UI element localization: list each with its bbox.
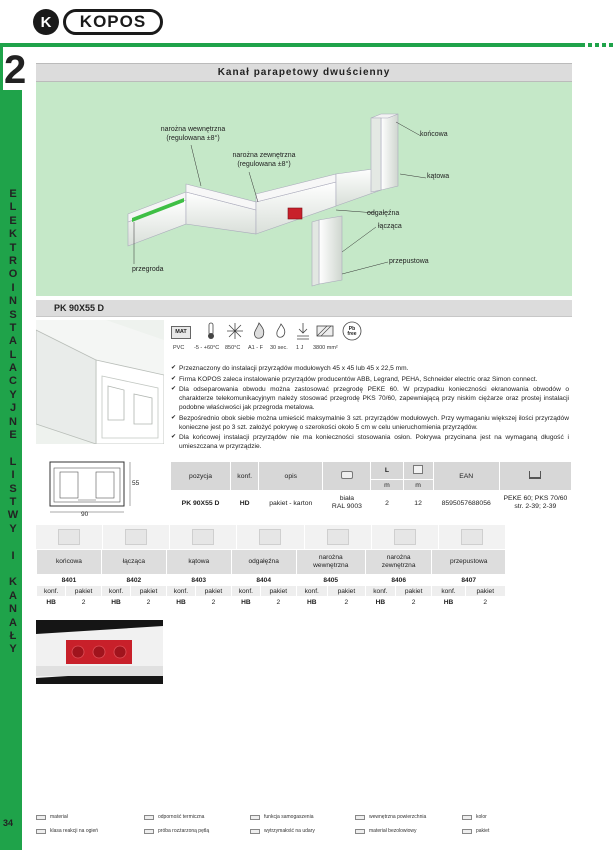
material-icon: MAT [171,326,191,339]
chapter-letter: L [9,455,17,468]
acc-konf: HB [166,597,195,608]
header-green-rule [0,43,585,47]
accessory-name: narożna zewnętrzna [365,550,431,575]
chapter-letter: E [9,214,17,227]
color-icon [341,471,353,479]
accessory-picture [36,525,103,549]
sub-pakiet: pakiet [395,586,432,597]
callout-przegroda: przegroda [132,266,164,273]
acc-pakiet: 2 [327,597,365,608]
chapter-letter: N [9,415,17,428]
section-title-band [36,63,572,82]
unit-length: m [371,480,403,491]
legend-item: wewnętrzna powierzchnia [355,814,426,820]
col-pack [403,462,433,480]
product-code: PK 90X55 D [54,303,105,313]
header-dash [588,43,592,47]
accessory-name: łącząca [101,550,166,575]
callout-katowa: kątowa [427,173,450,180]
chapter-letter: C [9,375,17,388]
sub-konf: konf. [432,586,465,597]
cross-section-icon [316,322,334,340]
callout-przepustowa: przepustowa [389,258,429,265]
feature-item: ✔ Firma KOPOS zaleca instalowanie przyrządów producentów ABB, Legrand, PEHA, Schneider electric oraz Simon connect. [171,375,569,384]
col-length: L [371,462,403,480]
chapter-letter: I [11,469,15,482]
chapter-letter: I [11,549,15,562]
cell-ean: 8595057688056 [433,491,499,516]
chapter-letter: A [9,616,17,629]
legend-item: próba rozżarzoną pętlą [144,828,209,834]
thermometer-icon [144,815,154,820]
unit-pack: m [403,480,433,491]
accessory-picture [305,525,372,549]
legend-item: kolor [462,814,487,820]
header-dash [602,43,606,47]
self-extinguish-icon [272,322,290,340]
accessory-picture [237,525,304,549]
col-opis: opis [259,462,323,491]
acc-pakiet: 2 [131,597,167,608]
sub-konf: konf. [166,586,195,597]
cell-opis: pakiet - karton [259,491,323,516]
sub-konf: konf. [37,586,66,597]
accessory-code: 8407 [432,575,506,586]
chapter-letter: Y [9,643,17,656]
accessory-code: 8406 [365,575,431,586]
callout-laczaca: łącząca [378,223,402,230]
cell-qty: 12 [403,491,433,516]
acc-konf: HB [101,597,130,608]
installation-photo [36,620,163,684]
chapter-letter: W [7,509,19,522]
accessory-picture [372,525,439,549]
accessory-picture [439,525,506,549]
property-label: A1 - F [248,345,263,351]
flame-icon [250,815,260,820]
chapter-letter: J [9,402,17,415]
chapter-letter: K [9,576,17,589]
header-dash [609,43,613,47]
property-icons [170,322,370,356]
profile-drawing [48,460,143,520]
chapter-letter: E [9,188,17,200]
col-kolor [323,462,371,491]
channel-system-drawing [36,82,572,296]
legend-item: wytrzymałość na udary [250,828,315,834]
accessories-block [36,525,506,608]
page-number: 34 [3,818,14,828]
cell-konf: HD [231,491,259,516]
property-label: -5 - +60°C [194,345,220,351]
impact-icon [294,322,312,340]
acc-pakiet: 2 [465,597,505,608]
legend-item: materiał bezolowiowy [355,828,417,834]
accessory-code: 8405 [296,575,365,586]
col-ean: EAN [433,462,499,491]
brand-logo-mark: K [33,9,59,35]
accessories-table [36,549,506,608]
chapter-letter: Y [9,388,17,401]
accessory-name: końcowa [37,550,102,575]
section-title: Kanał parapetowy dwuścienny [217,67,391,78]
sub-pakiet: pakiet [327,586,365,597]
product-code-band [36,300,572,317]
chapter-number: 2 [4,48,27,92]
brand-logo-word: KOPOS [63,9,163,35]
chapter-letter: A [9,589,17,602]
chapter-letter: L [9,348,17,361]
chapter-letter: I [11,281,15,294]
chapter-letter: S [9,482,17,495]
chapter-letter: T [9,495,17,508]
chapter-letter: A [9,335,17,348]
chapter-letter: E [9,429,17,442]
cell-accessory: PEKE 60; PKS 70/60 str. 2-39; 2-39 [499,491,571,516]
callout-koncowa: końcowa [420,131,448,138]
accessory-name: odgałęźna [231,550,296,575]
chapter-vertical-title [6,188,20,657]
legend-item: odporność termiczna [144,814,204,820]
chapter-letter: N [9,295,17,308]
property-label: 1 J [296,345,304,351]
sub-pakiet: pakiet [196,586,232,597]
chapter-letter: K [9,228,17,241]
cell-length: 2 [371,491,403,516]
legend-item: klasa reakcji na ogień [36,828,98,834]
chapter-letter: Y [9,522,17,535]
box-icon [413,465,423,474]
impact-icon [250,829,260,834]
acc-pakiet: 2 [66,597,102,608]
sub-konf: konf. [231,586,260,597]
material-icon [36,815,46,820]
chapter-letter: A [9,362,17,375]
acc-konf: HB [365,597,395,608]
acc-konf: HB [432,597,465,608]
legend-item: pakiet [462,828,489,834]
glow-wire-icon [226,322,244,340]
col-accessory [499,462,571,491]
acc-pakiet: 2 [395,597,432,608]
cross-section-icon [355,815,365,820]
box-icon [462,829,472,834]
socket-photo [36,620,163,684]
legend-item: materiał [36,814,68,820]
chapter-letter: T [9,241,17,254]
callout-odgalezna: odgałęźna [367,210,400,217]
feature-item: ✔ Dla odseparowania obwodu można zastosować przegrodę PEKE 60. W przypadku konieczności ekranowania obwodów o charakterze telekomunikacyjnym należy stosować przegrodę PKS 70/60, zapewniającą przy niskim ciężarze oraz prostej instalacji podobne właściwości jak przegroda metalowa. [171,385,569,412]
table-row [171,491,572,516]
sub-pakiet: pakiet [465,586,505,597]
sidebar-strip [0,47,3,90]
profile-height: 55 [132,480,140,487]
accessory-name: przepustowa [432,550,506,575]
legend-item: funkcja samogaszenia [250,814,313,820]
cell-pozycja: PK 90X55 D [171,491,231,516]
chapter-letter: S [9,308,17,321]
sub-konf: konf. [101,586,130,597]
header-dash [595,43,599,47]
col-konf: konf. [231,462,259,491]
profile-cross-section [48,460,143,520]
spec-table [170,461,572,516]
feature-item: ✔ Przeznaczony do instalacji przyrządów modułowych 45 x 45 lub 45 x 22,5 mm. [171,364,569,373]
color-icon [462,815,472,820]
chapter-letter: L [9,201,17,214]
sub-konf: konf. [296,586,327,597]
sub-konf: konf. [365,586,395,597]
sub-pakiet: pakiet [66,586,102,597]
thermometer-icon [202,322,220,340]
acc-konf: HB [231,597,260,608]
chapter-letter: N [9,603,17,616]
property-label: 850°C [225,345,241,351]
accessory-code: 8402 [101,575,166,586]
product-illustration [36,82,572,296]
profile-width: 90 [81,511,89,518]
accessory-pictures [36,525,506,549]
channel-cross-photo [36,320,164,444]
chapter-letter: T [9,321,17,334]
lead-free-icon [355,829,365,834]
glow-wire-icon [144,829,154,834]
cart-icon [529,471,541,479]
lead-free-label: Pb free [347,326,357,337]
cell-kolor: biała RAL 9003 [323,491,371,516]
accessory-name: narożna wewnętrzna [296,550,365,575]
acc-konf: HB [37,597,66,608]
feature-item: ✔ Bezpośrednio obok siebie można umieścić maksymalnie 3 szt. przyrządów modułowych. Przy wymaganiu większej ilości przyrządów konieczne jest po 3 szt. założyć pokrywę o szerokości około 5 cm w celu unieruchomienia przyrządów. [171,414,569,432]
chapter-letter: Ł [9,629,17,642]
accessory-code: 8404 [231,575,296,586]
acc-pakiet: 2 [196,597,232,608]
chapter-letter: O [8,268,18,281]
chapter-letter: R [9,254,17,267]
property-label: 30 sec. [270,345,288,351]
flame-icon [250,322,268,340]
acc-pakiet: 2 [261,597,297,608]
col-pozycja: pozycja [171,462,231,491]
accessory-code: 8403 [166,575,231,586]
accessory-code: 8401 [37,575,102,586]
accessory-picture [170,525,237,549]
feature-item: ✔ Dla końcowej instalacji przyrządów nie ma konieczności stosowania osłon. Pokrywa przycinana jest na wymaganą długość i umieszczana w przyrządzie. [171,433,569,451]
lead-free-icon [342,321,362,341]
property-label: 3800 mm² [313,345,338,351]
feature-list [171,364,569,453]
acc-konf: HB [296,597,327,608]
callout-narozna-wewnetrzna: narożna wewnętrzna (regulowana ±8°) [160,126,226,142]
fire-class-icon [36,829,46,834]
accessory-name: kątowa [166,550,231,575]
product-photo [36,320,164,444]
callout-narozna-zewnetrzna: narożna zewnętrzna (regulowana ±8°) [232,152,296,168]
property-label: PVC [173,345,185,351]
sub-pakiet: pakiet [261,586,297,597]
sub-pakiet: pakiet [131,586,167,597]
accessory-picture [103,525,170,549]
